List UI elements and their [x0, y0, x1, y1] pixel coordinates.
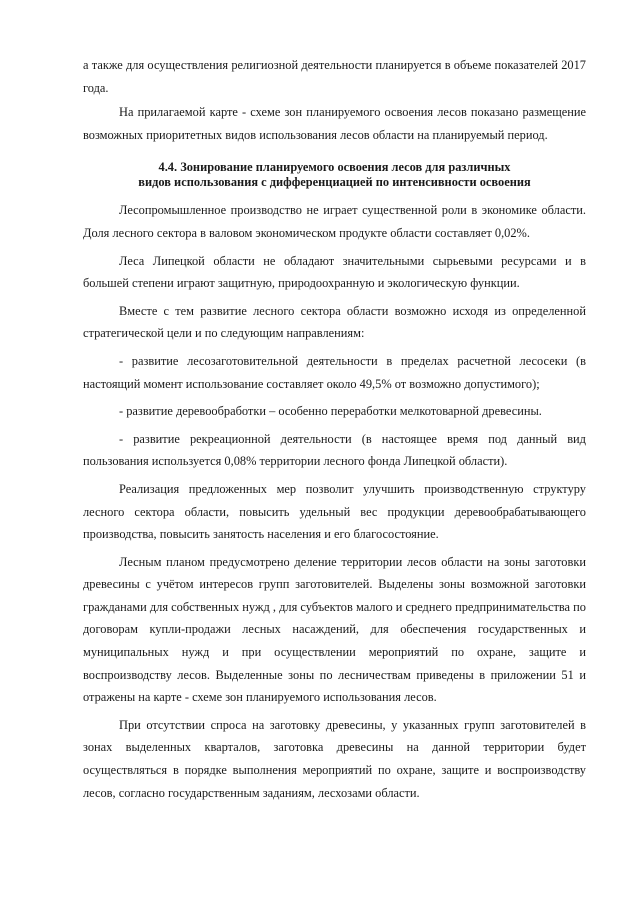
paragraph-measures-result: Реализация предложенных мер позволит улучшить производственную структуру лесного сектора области, повысить удельный вес продукции деревообрабатывающего производства, повысить занятость населения и его благосостояние.: [83, 481, 586, 542]
section-heading-line-1: 4.4. Зонирование планируемого освоения лесов для различных: [158, 160, 511, 175]
list-item-recreation: - развитие рекреационной деятельности (в настоящее время под данный вид пользования используется 0,08% территории лесного фонда Липецкой области).: [83, 431, 586, 469]
paragraph-map-scheme: На прилагаемой карте - схеме зон планируемого освоения лесов показано размещение возможных приоритетных видов использования лесов области на планируемый период.: [83, 105, 586, 142]
paragraph-strategic-directions: Вместе с тем развитие лесного сектора области возможно исходя из определенной стратегической цели и по следующим направлениям:: [83, 303, 586, 341]
paragraph-timber-industry: Лесопромышленное производство не играет существенной роли в экономике области. Доля лесного сектора в валовом экономическом продукте области составляет 0,02%.: [83, 203, 586, 240]
list-item-woodworking: - развитие деревообработки – особенно переработки мелкотоварной древесины.: [119, 404, 542, 419]
section-heading-line-2: видов использования с дифференциацией по интенсивности освоения: [138, 175, 531, 190]
list-item-logging: - развитие лесозаготовительной деятельности в пределах расчетной лесосеки (в настоящий момент использование составляет около 49,5% от возможно допустимого);: [83, 353, 586, 391]
document-page: [83, 54, 586, 804]
paragraph-harvest-zones: Лесным планом предусмотрено деление территории лесов области на зоны заготовки древесины с учётом интересов групп заготовителей. Выделены зоны возможной заготовки гражданами для собственных нужд , для субъектов малого и среднего предпринимательства по договорам купли-продажи лесных насаждений, для обеспечения государственных и муниципальных нужд и при осуществлении мероприятий по охране, защите и воспроизводству лесов. Выделенные зоны по лесничествам приведены в приложении 51 и отражены на карте - схеме зон планируемого использования лесов.: [83, 554, 586, 705]
paragraph-forest-resources: Леса Липецкой области не обладают значительными сырьевыми ресурсами и в большей степени играют защитную, природоохранную и экологическую функции.: [83, 253, 586, 291]
paragraph-no-demand: При отсутствии спроса на заготовку древесины, у указанных групп заготовителей в зонах выделенных кварталов, заготовка древесины на данной территории будет осуществляться в порядке выполнения мероприятий по охране, защите и воспроизводству лесов, согласно государственным заданиям, лесхозами области.: [83, 717, 586, 800]
section-heading: [83, 160, 586, 190]
paragraph-religious-activity: а также для осуществления религиозной деятельности планируется в объеме показателей 2017 года.: [83, 58, 586, 95]
